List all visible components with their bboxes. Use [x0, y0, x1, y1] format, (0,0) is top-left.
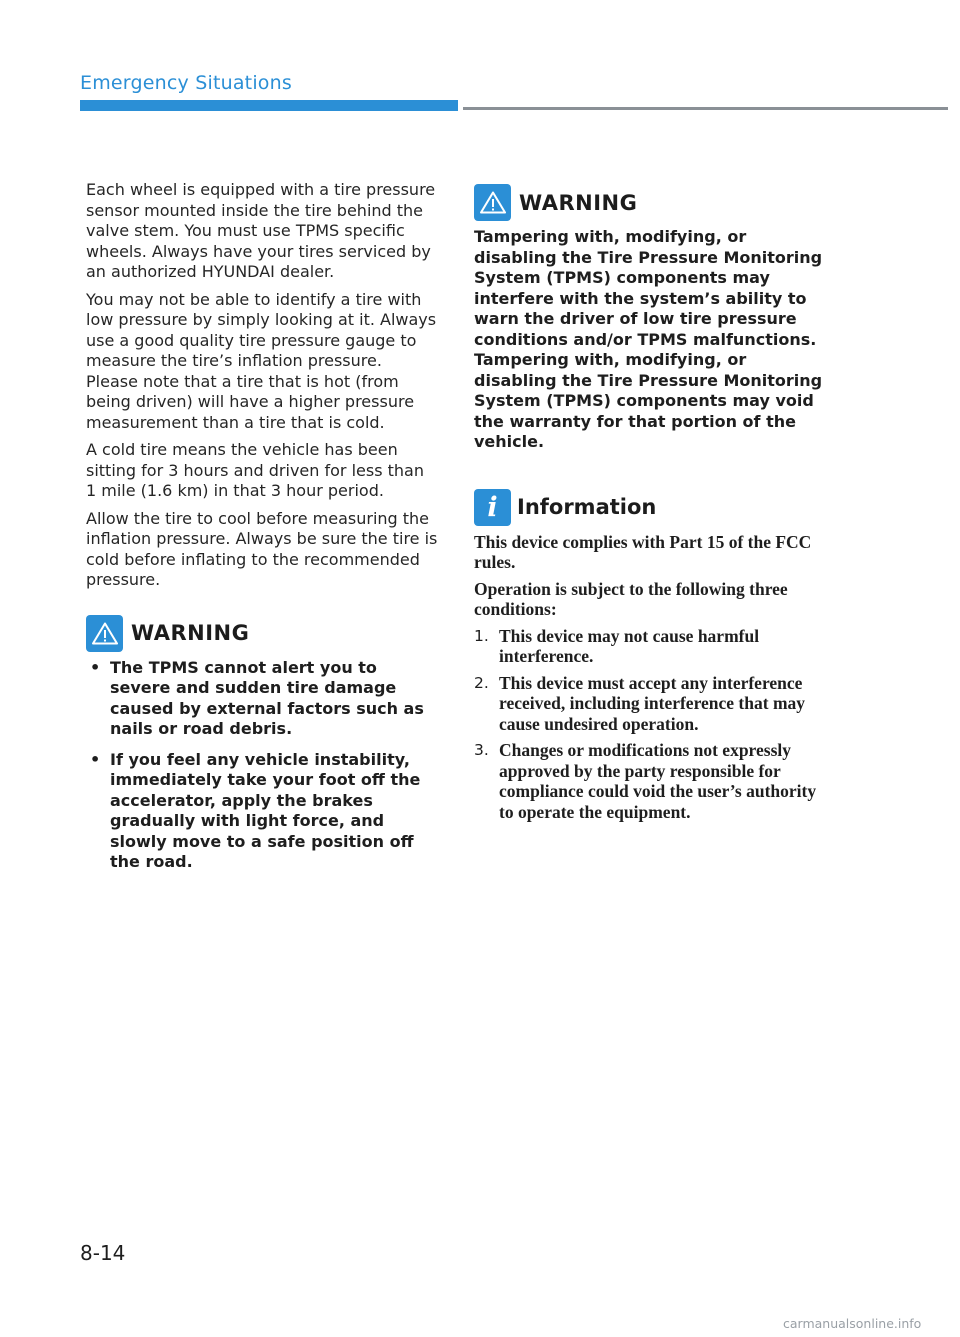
info-icon: i — [474, 489, 511, 526]
warning-header — [474, 184, 834, 221]
list-item — [474, 673, 834, 735]
list-item — [474, 626, 834, 667]
info-paragraph: This device complies with Part 15 of the FCC rules. — [474, 531, 812, 572]
warning-label: WARNING — [519, 190, 638, 215]
page-number: 8-14 — [80, 1241, 126, 1265]
body-paragraph: Allow the tire to cool before measuring the inflation pressure. Always be sure the tire is cold before inflating to the recommended pressure. — [86, 508, 438, 589]
section-title: Emergency Situations — [80, 72, 292, 94]
list-number: 2. — [474, 673, 489, 692]
body-paragraph: A cold tire means the vehicle has been sitting for 3 hours and driven for less than 1 mile (1.6 km) in that 3 hour period. — [86, 440, 424, 500]
body-paragraph: You may not be able to identify a tire with low pressure by simply looking at it. Always use a good quality tire pressure gauge to measure the tire’s inflation pressure. Please note that a tire that is hot (from being driven) will have a higher pressure measurement than a tire that is cold. — [86, 289, 437, 432]
conditions-list — [474, 626, 834, 823]
warning-triangle-icon — [86, 615, 123, 652]
list-item: • If you feel any vehicle instability, immediately take your foot off the accelerator, apply the brakes gradually with light force, and slowly move to a safe position off the road. — [90, 749, 421, 871]
header-divider — [463, 107, 948, 110]
watermark: carmanualsonline.info — [783, 1316, 922, 1331]
list-item-text: This device may not cause harmful interference. — [499, 625, 760, 666]
warning-header — [86, 615, 438, 652]
information-header — [474, 489, 834, 526]
warning-label: WARNING — [131, 621, 250, 645]
right-column — [474, 184, 834, 828]
warning-box-left — [86, 615, 438, 873]
warning-bullet-list — [86, 658, 438, 873]
list-item: • The TPMS cannot alert you to severe and sudden tire damage caused by external factors such as nails or road debris. — [90, 657, 424, 738]
information-label: Information — [517, 495, 657, 519]
list-number: 1. — [474, 626, 489, 645]
header-accent-bar — [80, 100, 458, 111]
list-item-text: Changes or modifications not expressly approved by the party responsible for compliance could void the user’s authority to operate the equipment. — [499, 740, 817, 822]
list-item — [474, 740, 834, 822]
list-item-text: This device must accept any interference received, including interference that may cause undesired operation. — [499, 672, 806, 734]
left-column — [86, 180, 438, 883]
warning-text: Tampering with, modifying, or disabling the Tire Pressure Monitoring System (TPMS) components may interfere with the system’s ability to warn the driver of low tire pressure conditions and/or TPMS malfunctions. Tampering with, modifying, or disabling the Tire Pressure Monitoring System (TPMS) components may void the warranty for that portion of the vehicle. — [474, 227, 823, 451]
warning-box-right — [474, 184, 834, 453]
warning-triangle-icon — [474, 184, 511, 221]
information-box — [474, 489, 834, 823]
body-paragraph: Each wheel is equipped with a tire pressure sensor mounted inside the tire behind the valve stem. You must use TPMS specific wheels. Always have your tires serviced by an authorized HYUNDAI dealer. — [86, 180, 436, 281]
info-paragraph: Operation is subject to the following three conditions: — [474, 578, 788, 619]
list-number: 3. — [474, 741, 489, 759]
